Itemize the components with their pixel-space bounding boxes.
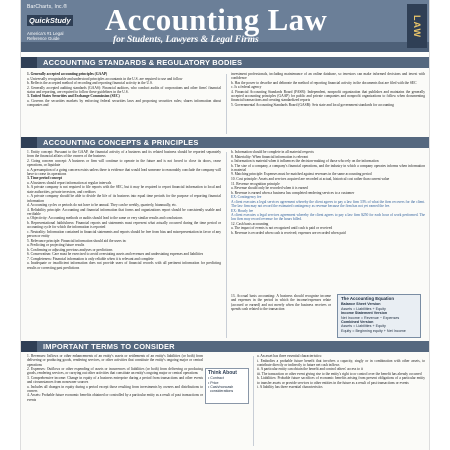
list-item: b. Confirming or adjusting previous analyses or predictions xyxy=(27,247,113,252)
list-item: b. Has the power to describe and delineate the method of reporting financial activity in the documents that are filed with the SEC xyxy=(231,80,417,85)
list-item: 10. Cost principle: Assets and services acquired are recorded at actual, historical cost rather than current value xyxy=(231,176,390,181)
list-item: 1. Revenues: Inflows or other enhancements of an entity's assets or settlements of an entity's liabilities (or both) from delivering or producing goods, rendering services, or other activities that constitute the entity's ongoing major or central operations xyxy=(27,354,203,367)
list-item: investment professionals, including maintenance of an online database, so investors can make informed decisions and invest with confidence xyxy=(231,72,425,81)
list-item: b. Information should be complete in all material respects xyxy=(231,150,314,154)
list-item: a. Inadequate or insufficient information does not provide users of financial records with all pertinent information for predicting results or correcting past predictions xyxy=(27,261,221,270)
list-item: iii. The transaction or other event giving rise to the entity's right to or control over the benefit has already occurred xyxy=(257,371,422,376)
list-item: b. Liabilities: Probable future sacrifices of economic benefits arising from present obligations of a particular entity to transfer assets or provide services to other entities in the future as a result of past transactions or events xyxy=(257,376,425,385)
tagline xyxy=(27,31,81,41)
list-item: 12. Cash basis accounting xyxy=(231,221,269,226)
think-about-item-text: Cash/noncash xyxy=(210,384,234,389)
page-title: Accounting Law xyxy=(105,2,328,37)
list-item: EX: Contingency fee xyxy=(231,195,262,200)
list-item: b. A private company is not required to file reports with the SEC, but it may be required to report financial information to local and state authorities, private investors, and creditors xyxy=(27,185,221,194)
think-about-item: • Price xyxy=(208,380,219,385)
list-item: a. Governs the securities markets by enforcing federal securities laws and proposing securities rules; shares information about companies and xyxy=(27,98,221,108)
header xyxy=(21,0,430,52)
list-item: 3. United States Securities and Exchange Commission (SEC) xyxy=(27,94,120,99)
equation-box-title: The Accounting Equation xyxy=(341,296,395,301)
list-item: 5. Governmental Accounting Standards Board (GASB): Sets state and local government standards for accounting xyxy=(231,102,394,107)
accounting-equation-box xyxy=(337,294,421,338)
publisher-name: BarCharts, Inc.® xyxy=(27,4,68,10)
list-item: b. Reflects the accepted method of recording and reporting financial activity in the U.S. xyxy=(27,81,153,86)
list-item: 2. Going concern concept: A business or firm will continue to operate in the future and is not forced to close its doors, cease operations, or liquidate xyxy=(27,158,221,168)
page-subtitle: for Students, Lawyers & Legal Firms xyxy=(113,35,259,45)
list-item: ii. A particular entity can obtain the benefit and control others' access to it xyxy=(257,367,363,372)
list-item: a. Includes all changes in equity during a period except those resulting from investments by owners and distributions to owners xyxy=(27,384,203,393)
list-item: b. Revenue is recorded when cash is received; expenses are recorded when paid xyxy=(231,230,346,235)
list-item: 11. Revenue recognition principle xyxy=(231,181,280,186)
concepts-right-column xyxy=(231,150,425,292)
list-item: A client executes a legal services agreement whereby the client agrees to pay a law firm $250 for each hour of work performed. The law firm may record revenue for the hours billed. xyxy=(231,213,425,222)
list-item: a. An asset has three essential characteristics: xyxy=(257,354,322,358)
think-about-item-text: considerations xyxy=(210,389,234,394)
quickstudy-sheet xyxy=(20,0,430,450)
list-item: a. Universally recognizable and understood principles accountants in the U.S. are required to use and follow xyxy=(27,76,183,81)
list-item: c. Neutrality: Information contained in financial statements and reports should be free from bias and misrepresentation in favor of any person or entity xyxy=(27,229,221,239)
think-about-item: • Contract xyxy=(208,376,224,381)
list-item: c. Is a federal agency xyxy=(231,85,262,90)
subject-tab: LAW xyxy=(407,4,427,48)
list-item: 5. Relevance principle: Financial information should aid the users in: xyxy=(27,238,127,243)
list-item: b. Revenue is earned when a business has completed rendering services to a customer xyxy=(231,190,355,195)
list-item: 1. Entity concept: Pursuant to the GAAP, the financial activity of a business and its related business should be reported separately from the financial affairs of the owners of the business xyxy=(27,150,221,159)
list-item: 8. Materiality: When financial information is relevant xyxy=(231,154,309,159)
think-about-item-text: Contract xyxy=(210,376,224,381)
list-item: 3. Comprehensive income: Change in equity of a business enterprise during a period from transactions and other events and circumstances from nonowner sources xyxy=(27,375,203,385)
list-item: i. A liability has three essential characteristics xyxy=(257,385,323,390)
list-item: 3. Time period concept xyxy=(27,176,63,181)
think-about-item-text: Price xyxy=(210,380,219,385)
standards-left-column xyxy=(27,72,221,136)
list-item: a. Objectivity: Accounting methods or audits should lead to the same or very similar results and conclusions xyxy=(27,216,183,221)
list-item: 7. Completeness: Financial information is only reliable when it is relevant and complete xyxy=(27,256,154,261)
list-item: d. Accounting cycles or periods do not have to be annual. They can be weekly, quarterly, biannually, etc. xyxy=(27,203,178,208)
terms-right-column xyxy=(257,354,425,448)
list-item: EX: Hourly fee xyxy=(231,208,254,213)
column-divider xyxy=(226,74,227,134)
list-item: 2. Expenses: Outflows or other expending of assets or incurrences of liabilities (or both) from delivering or producing goods, rendering services, or carrying out other activities that constitute an entity's ongoing major or central operations xyxy=(27,367,203,376)
list-item: a. Information is material when it influences the decision-making of those who rely on the information xyxy=(231,159,379,164)
list-item: 13. Accrual basis accounting: A business should recognize income and expenses in the period in which the income/expenses relate (accrued or earned) and not merely when the business receives or spends cash related to the transaction xyxy=(231,294,331,311)
terms-left-column xyxy=(27,354,203,448)
list-item: 4. Assets: Probable future economic benefits obtained or controlled by a particular entity as a result of past transactions or events xyxy=(27,393,203,402)
section-header-standards: ACCOUNTING STANDARDS & REGULATORY BODIES xyxy=(21,57,430,68)
equation-line: Net Income = Revenue − Expenses xyxy=(341,315,400,320)
list-item: a. The impact of events is not recognized until cash is paid or received xyxy=(231,226,333,231)
list-item: 4. Financial Accounting Standards Board (FASB): Independent, nonprofit organization that publishes and maintains the generally accepted accounting principles (GAAP) for public and private companies and nonprofit organizations to follow when documenting financial transactions and creating standardized reports xyxy=(231,89,425,103)
think-about-title: Think About xyxy=(208,370,237,376)
think-about-item: • Cash/noncash xyxy=(208,384,234,389)
list-item: a. A presumption of a going concern exists unless there is evidence that would lead someone to reasonably conclude the company will have to cease its operations xyxy=(27,167,221,176)
brand-logo: QuickStudy xyxy=(29,16,71,25)
standards-section xyxy=(21,70,430,138)
tagline-line-1: America's #1 Legal xyxy=(27,31,64,36)
tagline-line-2: Reference Guide xyxy=(27,36,60,41)
publisher-logo xyxy=(27,4,81,44)
list-item: a. Predicting or projecting future results xyxy=(27,243,85,248)
section-header-terms: IMPORTANT TERMS TO CONSIDER xyxy=(21,341,430,352)
equation-line: Income Statement Version xyxy=(341,311,388,316)
list-item: 9. Matching principle: Expenses must be matched against revenues in the same accounting period xyxy=(231,172,372,177)
equation-line: Assets = Liabilities + Equity xyxy=(341,324,386,329)
equation-line: Equity = Beginning equity + Net Income xyxy=(341,328,406,333)
list-item: a. Revenue should only be recorded when it is earned xyxy=(231,186,308,191)
list-item: b. Representational faithfulness: Financial reports and statements must represent what actually occurred during the time period or accounting cycle for which the information is reported xyxy=(27,220,221,230)
list-item: 6. Conservatism: Care must be exercised to avoid overstating assets and revenues and understating expenses and liabilities xyxy=(27,252,204,257)
equation-line: Combined Version xyxy=(341,320,374,325)
think-about-item xyxy=(208,389,246,393)
list-item: c. A private company should be able to divide the life of its business into equal time periods for the purpose of reporting financial information xyxy=(27,194,221,203)
list-item: 4. Reliability principle: Accounting and financial information that forms and organizations report should be consistently usable and verifiable xyxy=(27,207,221,216)
column-divider xyxy=(226,152,227,338)
standards-right-column xyxy=(231,72,425,136)
concepts-left-column xyxy=(27,150,221,340)
list-item: b. The size of a company, a company's financial operations, and the industry in which a company operates informs when information is material xyxy=(231,163,425,172)
think-about-box xyxy=(205,368,249,404)
list-item: A client executes a legal services agreement whereby the client agrees to pay a law firm 33% of what the firm recovers for the client. The law firm may not record the estimated contingency as revenue because the firm has not yet earned the fee. xyxy=(231,199,425,208)
list-item: 2. Generally accepted auditing standards (GAAS): Financial auditors, who conduct audits of corporations and other firms' financial status and reporting, are required to follow these guidelines in the U.S. xyxy=(27,85,221,94)
list-item: 1. Generally accepted accounting principles (GAAP) xyxy=(27,72,108,76)
column-divider xyxy=(253,356,254,446)
accrual-basis-paragraph xyxy=(231,294,331,338)
section-header-concepts: ACCOUNTING CONCEPTS & PRINCIPLES xyxy=(21,137,430,148)
list-item: a. A business should report information at regular intervals xyxy=(27,180,112,185)
list-item: i. Embodies a probable future benefit that involves a capacity, singly or in combination with other assets, to contribute directly or indirectly to future net cash inflows xyxy=(257,358,425,367)
equation-line: Balance Sheet Version xyxy=(341,302,381,307)
equation-line: Assets = Liabilities + Equity xyxy=(341,306,386,311)
